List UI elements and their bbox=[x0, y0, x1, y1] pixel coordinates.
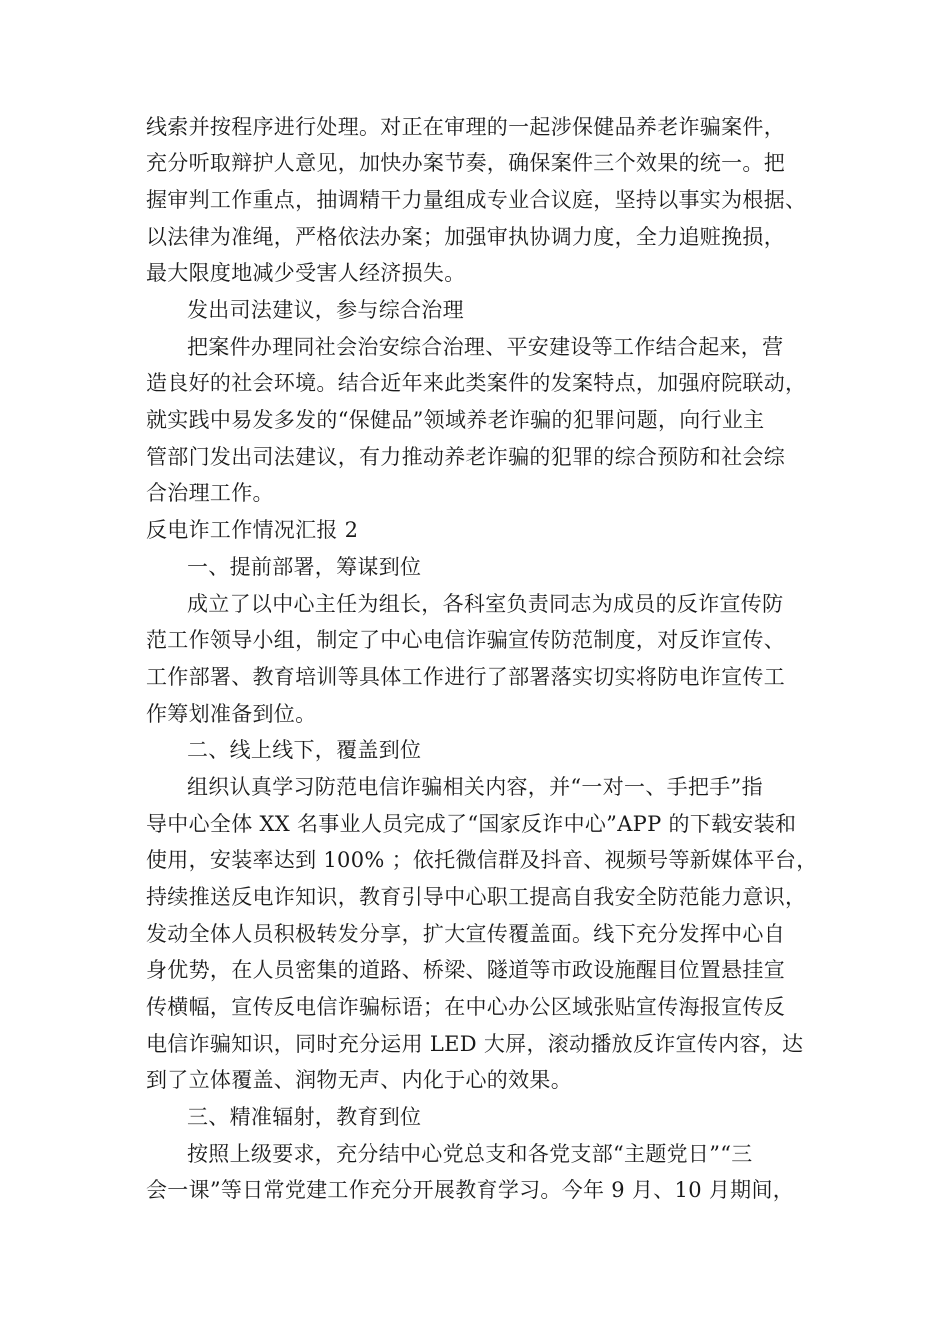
text-line: 到了立体覆盖、润物无声、内化于心的效果。 bbox=[146, 1068, 572, 1092]
text-line: 传横幅，宣传反电信诈骗标语；在中心办公区域张贴宣传海报宣传反 bbox=[146, 995, 785, 1019]
text-line: 最大限度地减少受害人经济损失。 bbox=[146, 261, 466, 285]
text-line: 会一课”等日常党建工作充分开展教育学习。今年 9 月、10 月期间， bbox=[146, 1178, 795, 1202]
text-line: 导中心全体 XX 名事业人员完成了“国家反诈中心”APP 的下载安装和 bbox=[146, 812, 797, 836]
text-line: 工作部署、教育培训等具体工作进行了部署落实切实将防电诈宣传工 bbox=[146, 665, 785, 689]
text-line: 以法律为准绳，严格依法办案；加强审执协调力度，全力追赃挽损， bbox=[146, 225, 785, 249]
section-heading: 二、线上线下，覆盖到位 bbox=[187, 738, 422, 762]
text-line: 充分听取辩护人意见，加快办案节奏，确保案件三个效果的统一。把 bbox=[146, 151, 785, 175]
text-line: 把案件办理同社会治安综合治理、平安建设等工作结合起来，营 bbox=[187, 335, 784, 359]
text-line: 使用，安装率达到 100% ；依托微信群及抖音、视频号等新媒体平台， bbox=[146, 848, 818, 872]
section-heading: 一、提前部署，筹谋到位 bbox=[187, 555, 422, 579]
text-line: 电信诈骗知识，同时充分运用 LED 大屏，滚动播放反诈宣传内容，达 bbox=[146, 1032, 804, 1056]
text-line: 就实践中易发多发的“保健品”领域养老诈骗的犯罪问题，向行业主 bbox=[146, 408, 765, 432]
text-line: 握审判工作重点，抽调精干力量组成专业合议庭，坚持以事实为根据、 bbox=[146, 188, 807, 212]
text-line: 线索并按程序进行处理。对正在审理的一起涉保健品养老诈骗案件， bbox=[146, 115, 785, 139]
text-line: 组织认真学习防范电信诈骗相关内容，并“一对一、手把手”指 bbox=[187, 775, 763, 799]
section-heading: 发出司法建议，参与综合治理 bbox=[187, 298, 464, 322]
text-line: 持续推送反电诈知识，教育引导中心职工提高自我安全防范能力意识， bbox=[146, 885, 807, 909]
text-line: 作筹划准备到位。 bbox=[146, 702, 317, 726]
text-line: 合治理工作。 bbox=[146, 481, 274, 505]
text-line: 造良好的社会环境。结合近年来此类案件的发案特点，加强府院联动， bbox=[146, 371, 807, 395]
text-line: 成立了以中心主任为组长，各科室负责同志为成员的反诈宣传防 bbox=[187, 592, 784, 616]
text-line: 按照上级要求，充分结中心党总支和各党支部“主题党日”“三 bbox=[187, 1142, 753, 1166]
text-line: 范工作领导小组，制定了中心电信诈骗宣传防范制度，对反诈宣传、 bbox=[146, 628, 785, 652]
section-heading: 三、精准辐射，教育到位 bbox=[187, 1105, 422, 1129]
text-line: 管部门发出司法建议，有力推动养老诈骗的犯罪的综合预防和社会综 bbox=[146, 445, 785, 469]
text-line: 发动全体人员积极转发分享，扩大宣传覆盖面。线下充分发挥中心自 bbox=[146, 922, 785, 946]
text-line: 身优势，在人员密集的道路、桥梁、隧道等市政设施醒目位置悬挂宣 bbox=[146, 958, 785, 982]
document-title: 反电诈工作情况汇报 2 bbox=[146, 518, 359, 542]
